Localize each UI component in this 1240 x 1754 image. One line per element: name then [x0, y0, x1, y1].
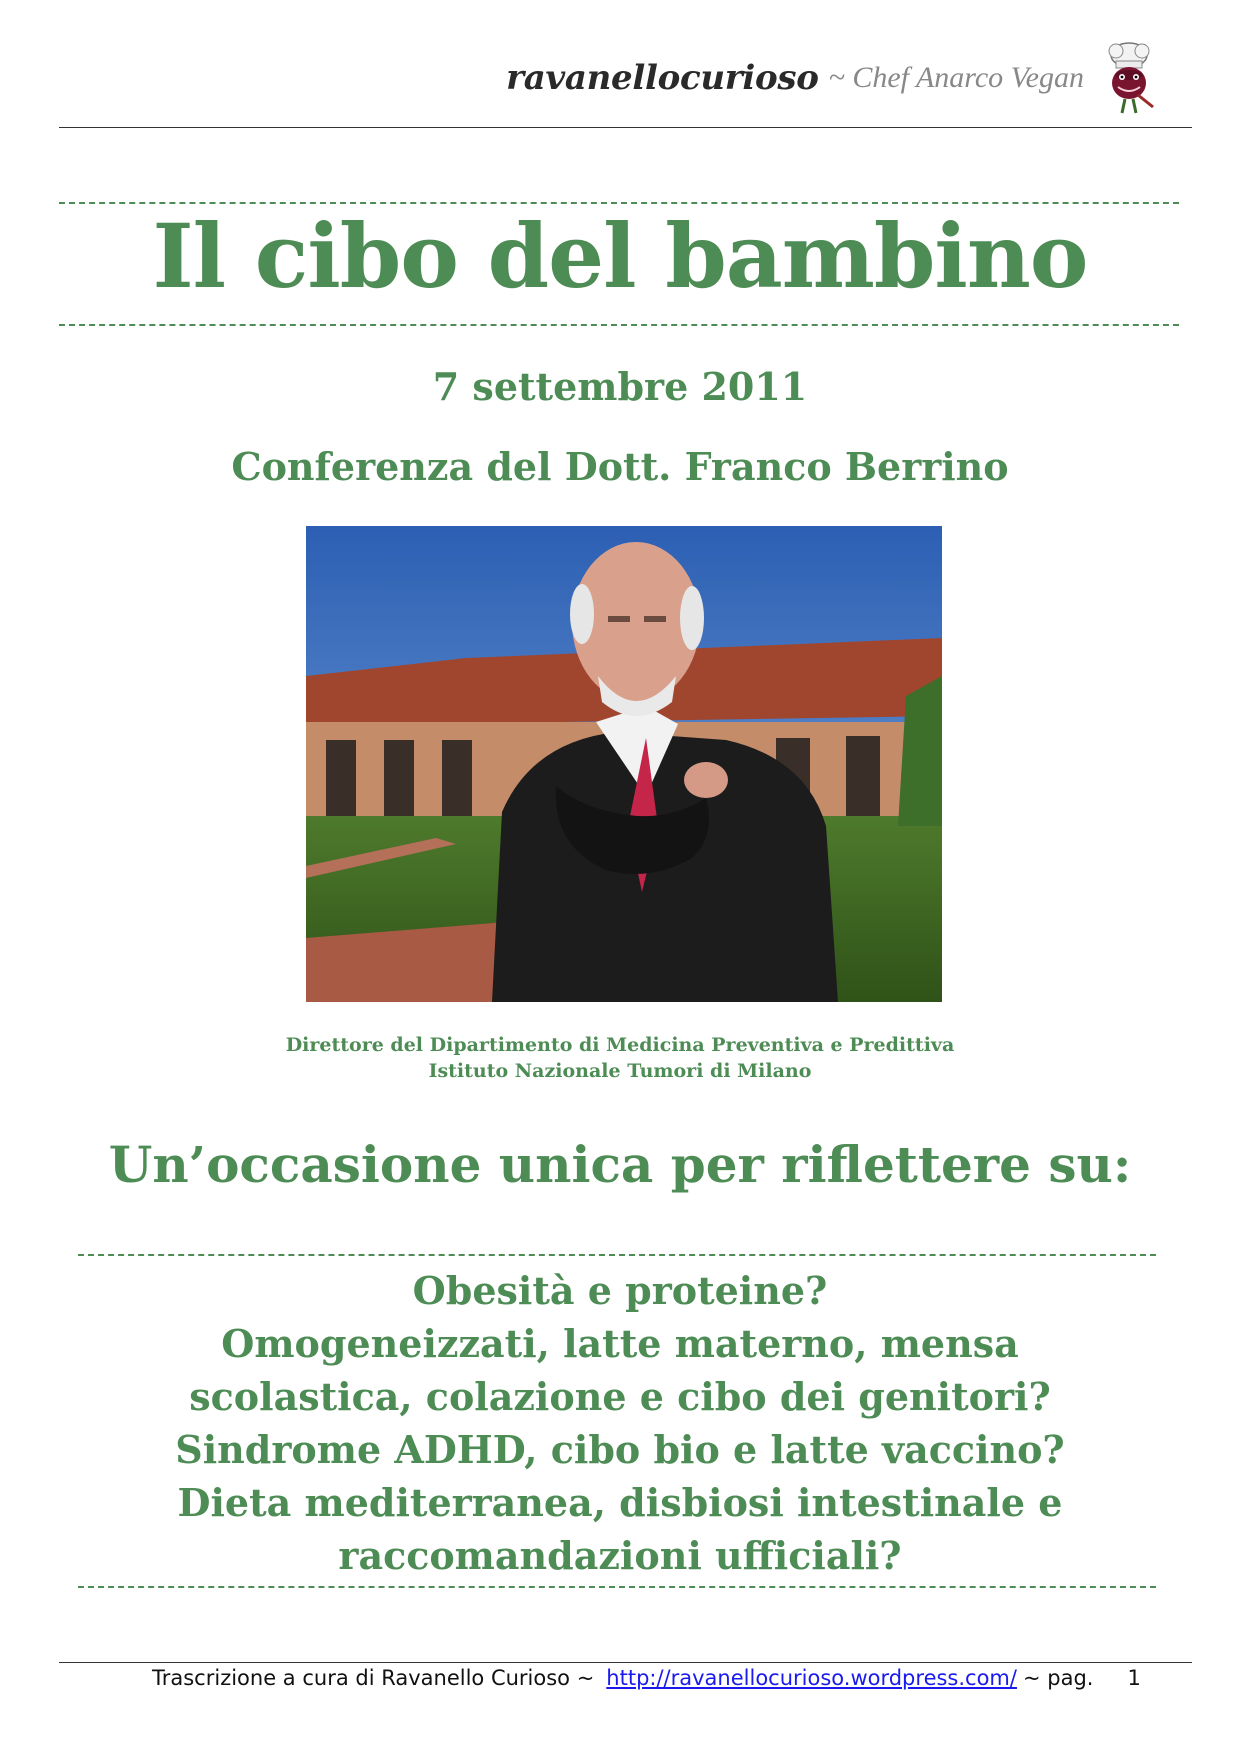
- page-title: Il cibo del bambino: [152, 204, 1088, 308]
- title-bottom-dashed-rule: [59, 324, 1179, 326]
- page-header: [0, 38, 1160, 118]
- brand-name: ravanellocurioso: [506, 58, 819, 98]
- header-divider: [59, 127, 1192, 128]
- footer-link[interactable]: http://ravanellocurioso.wordpress.com/: [606, 1666, 1017, 1690]
- footer-divider: [59, 1662, 1192, 1663]
- speaker-photo: [306, 526, 942, 1002]
- questions-bottom-dashed-rule: [78, 1586, 1156, 1588]
- question-line: scolastica, colazione e cibo dei genitori?: [189, 1374, 1051, 1419]
- brand-tagline: ~ Chef Anarco Vegan: [828, 61, 1084, 94]
- question-line: raccomandazioni ufficiali?: [338, 1533, 902, 1578]
- footer-page-label: ~ pag.: [1022, 1666, 1094, 1690]
- questions-block: [80, 1264, 1160, 1582]
- footer-credit: Trascrizione a cura di Ravanello Curioso ~: [152, 1666, 595, 1690]
- section-headline: Un’occasione unica per riflettere su:: [108, 1135, 1132, 1194]
- caption-role: Direttore del Dipartimento di Medicina Preventiva e Predittiva: [285, 1034, 955, 1056]
- question-line: Omogeneizzati, latte materno, mensa: [221, 1321, 1019, 1366]
- questions-top-dashed-rule: [78, 1254, 1156, 1256]
- page-footer: [152, 1664, 1141, 1692]
- question-line: Obesità e proteine?: [412, 1268, 828, 1313]
- page-number: 1: [1127, 1666, 1141, 1690]
- caption-institution: Istituto Nazionale Tumori di Milano: [428, 1060, 812, 1082]
- speaker-caption: [0, 1032, 1240, 1084]
- speaker-line: Conferenza del Dott. Franco Berrino: [231, 444, 1009, 489]
- question-line: Sindrome ADHD, cibo bio e latte vaccino?: [175, 1427, 1065, 1472]
- question-line: Dieta mediterranea, disbiosi intestinale e: [177, 1480, 1063, 1525]
- event-date: 7 settembre 2011: [432, 364, 808, 409]
- chef-mascot-icon: [1098, 39, 1160, 117]
